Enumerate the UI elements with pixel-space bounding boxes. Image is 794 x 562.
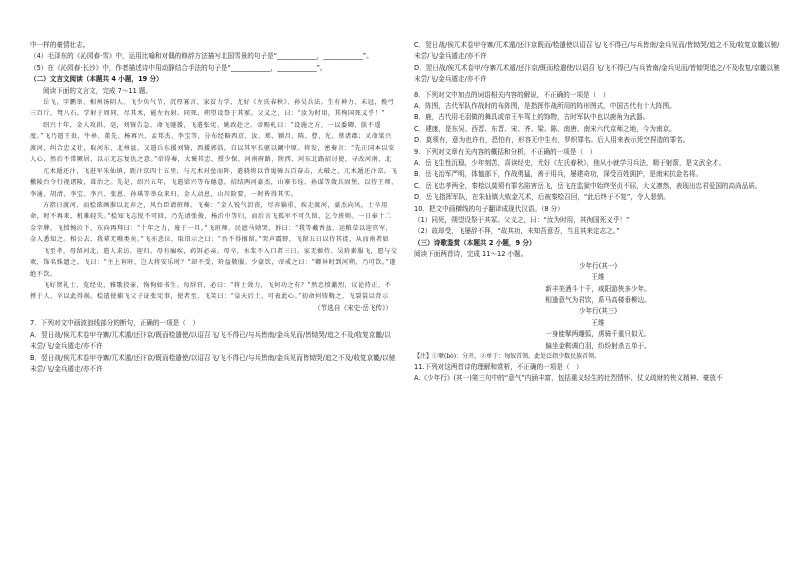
left-column [30, 40, 398, 375]
poem-2-line: 偏坐金鞍调白羽，纷纷射杀五单于。 [545, 341, 651, 350]
question-7-option-c: C．翌日战/俟兀术卷甲夺寨/兀术遁/还汴京既而/桧遣使以诏召飞/飞不得已/与兵皆南/金兵见而/皆恸哭/追之不及/收复京畿以驰/ [414, 41, 780, 49]
question-9-option-a: A．岳飞生性沉稳，少年刻苦，喜读经史，尤好《左氏春秋》，他从小就学习兵法，精于射箭，是文武全才。 [414, 159, 726, 168]
question-7-option-a-cont: 未尝/飞/金兵遁走/亦不许 [30, 342, 103, 351]
question-9: 9．下列对文章有关内容的概括和分析，不正确的一项是（ ） [414, 147, 597, 156]
q-intro: 中一样的豪情壮志。 [30, 41, 90, 49]
poem-1-title: 少年行(其一) [578, 261, 618, 270]
question-5: （5）在《沁园春·长沙》中，作者描述诗中用动静结合手法的句子是“____________，____________”。 [30, 63, 327, 72]
question-7: 7．下列对文中画波浪线部分的断句，正确的一项是（ ） [30, 319, 200, 328]
passage-paragraph: 兀术遁还汴，飞进军朱仙镇，距汴京四十五里，与兀术对垒而阵，遣骁将以背嵬骑五百奋击，大破之，兀术遁还汴京。飞檄陵台令行视诸陵，葺治之。先是，绍兴五年，飞遣梁兴等布德意，招结两河豪杰，山寨韦铨、孙谋等敛兵固堡，以待王师，李通、胡清、李宝、李兴、张恩、孙琪等举众来归。金人动息，山川险要，一时皆得其实。 [30, 167, 398, 198]
question-10-part-2: （2）故却受，飞屡辞不拜，“故其功，未知吾意否，当且其来定志之。” [414, 227, 620, 236]
right-column [414, 40, 782, 385]
question-10: 10．把文中画横线的句子翻译成现代汉语。（8 分） [414, 204, 564, 213]
question-4: （4）毛泽东的《沁园春·雪》中，运用比喻和对偶的修辞方法描写北国雪景的句子是“____________，____________”。 [30, 52, 373, 61]
question-9-option-c: C．岳飞忠孝两全，秦桧以莫须有罪名陷害岳飞，岳飞在监狱中始终坚贞不屈，大义凛然，表现出忠君爱国的高尚品质。 [414, 181, 762, 190]
question-7-option-d-cont: 未尝/飞/金兵遁走/亦不许 [414, 75, 487, 84]
section-2-heading: （二）文言文阅读（本题共 4 小题，19 分） [30, 75, 163, 84]
poem-1-line: 相逢意气为君饮，系马高楼垂柳边。 [545, 295, 651, 304]
poem-note: 【注】①擘(bò)：分开，②单于：匈奴首领。此处泛指少数民族首领。 [414, 352, 601, 360]
passage-paragraph: 岳飞，字鹏举，相州汤阴人。飞少负气节，沉厚寡言，家贫力学，尤好《左氏春秋》、孙吴兵法。生有神力，未冠，挽弓三百斤，弩八石。学射于周同，尽其术，能左右射。同死，朔望设祭于其冢。父义之，曰：“汝为时用，其徇国死义乎！” [30, 99, 395, 118]
passage-paragraph: 飞至孝，母留河北，遣人求访，迎归。母有痼疾，药饵必亲。母卒，水浆不入口者三日。家无姬侍。吴玠素服飞，愿与交欢，饰名姝遗之。飞曰：“主上宵旰，岂大将安乐时？”却不受，玠益敬服。少豪饮，帝戒之曰：“卿异时到河朔，乃可饮。”遂绝不饮。 [30, 248, 398, 278]
question-8-option-d: D．莫须有，意为也许有，恐怕有，形容无中生有，罗织罪名。后人用来表示凭空捏造的罪名。 [414, 136, 690, 145]
question-7-option-d: D．翌日战/俟兀术卷甲/夺寨兀术遁/还汴京/既而桧遣使/以诏召飞/飞不得已/与兵皆南/金兵见而/皆恸哭追之/不及收复/京畿以驰 [414, 63, 780, 72]
question-11: 11.下列对这两首诗的理解和赏析，不正确的一项是（ ） [414, 362, 583, 371]
passage-paragraph: 飞好贤礼士，览经史，雅歌投壶，恂恂如书生。每辞官，必曰：“将士效力，飞何功之有？”然忠愤激烈，议论持正，不挫于人，卒以此得祸。桧遣使捕飞父子证张宪事，使者至，飞笑曰：“皇天后土，可表此心。”初命何铸鞫之，飞裂裳以背示 [30, 282, 392, 301]
question-11-option-a: A.《少年行》(其一)第三句中的“意气”内涵丰富，包括重义轻生的壮烈情怀、仗义疏财的侠义精神、豪放不 [414, 374, 723, 383]
poem-2-author: 王维 [591, 318, 605, 327]
passage-source: （节选自《宋史·岳飞传》） [314, 304, 392, 313]
passage-paragraph: 绍兴十年，金人攻拱、亳，刘锜告急，命飞驰援，飞遣张宪、姚政赴之。帝赐札曰：“设施之方，一以委卿，朕不遥度。”飞乃遣王贵、牛皋、董先、杨再兴、孟邦杰、李宝等，分布经略西京、汝、郑、颍昌、陈、曹、光、蔡诸郡；又命梁兴渡河，纠合忠义社，取河东、北州县。又遣兵东援刘锜，西援郭浩，自以其军长驱以阚中原。将发，密奏言：“先正国本以安人心，然后不常厥居，以示无忘复仇之意。”帝得奏，大褒其忠，授少保，河南府路、陕西、河东北路招讨使，寻改河南、北 [30, 121, 395, 164]
question-8-option-a: A．阵图，古代军队作战时的布阵图，是指挥作战所用的阵形图式，中国古代有十大阵图。 [414, 102, 676, 110]
question-8: 8．下列对文中加点的词语相关内容的解说，不正确的一项是（ ） [414, 90, 610, 99]
section-3-heading: （三）诗歌鉴赏（本题共 2 小题，9 分） [414, 238, 536, 247]
question-9-option-d: D．岳飞指挥军队，在朱仙镇大败金兀术，后被秦桧召回，“此后终于不复”，令人悲愤。 [414, 193, 670, 202]
question-8-option-b: B．鹿，古代用毛羽做的舞具或帝王车驾上的饰物，古时军队中也以鹿角为武器。 [414, 113, 650, 122]
passage-paragraph: 方指日渡河，而桧欲画淮以北弃之，风台臣请班师。飞奏：“金人锐气沮丧，尽弃辎重，疾走渡河，豪杰向风，士卒用命，时不再来，机难轻失。”桧知飞志锐不可回，乃先请张俊、杨沂中等归，而后言飞孤军不可久留，乞令班师。一日奉十二金字牌，飞愤惋泣下，东向再拜曰：“十年之力，废于一旦。”飞班师，民遮马恸哭，诉曰：“我等戴香盆、运粮草以迎官军，金人悉知之。相公去，我辈无噍类矣。”飞亦悲泣，取诏示之曰：“吾不得擅留。”哭声震野，飞留五日以待其徙，从而南者如 [30, 202, 393, 244]
question-7-option-b: B．翌日战/俟兀术卷甲夺寨/兀术遁/还汴京/既而桧遣使/以诏召飞/飞不得已/与兵皆南/金兵见而皆恸哭/追之不及/收复京畿/以驰 [30, 353, 396, 362]
poem-1-author: 王维 [591, 273, 605, 282]
poem-2-line: 一身能擘两雕弧，虏骑千重只似无。 [545, 330, 651, 339]
question-9-option-b: B．岳飞治军严明，体恤部下，作战勇猛，善于用兵，屡建奇功，深受百姓拥护，是南宋抗金名将。 [414, 170, 703, 179]
poem-2-title: 少年行(其三) [578, 307, 618, 316]
question-7-option-a: A．翌日战/俟兀术卷甲夺寨/兀术遁/还汴京/既而桧遣使/以诏召飞/飞不得已/与兵皆南/金兵见而/皆恸哭/追之不及/收复京畿/以 [30, 330, 391, 339]
question-10-part-1: （1）同死，朔望设祭于其冢。父义之，曰：“汝为时用，其徇国死义乎！” [414, 216, 630, 225]
section-3-instructions: 阅读下面两首诗，完成 11～12 小题。 [414, 250, 528, 259]
section-2-instructions: 阅读下面的文言文，完成 7～11 题。 [43, 86, 153, 95]
question-7-option-b-cont: 未尝/飞/金兵遁走/亦不许 [30, 365, 103, 374]
poem-1-line: 新丰美酒斗十千，咸阳游侠多少年。 [545, 284, 651, 293]
question-7-option-c-cont: 未尝/飞/金兵遁走/亦不许 [414, 52, 487, 61]
question-8-option-c: C．建康，是东吴、西晋、东晋、宋、齐、梁、陈、南唐、南宋六代京师之地，今为南京。 [414, 124, 676, 133]
